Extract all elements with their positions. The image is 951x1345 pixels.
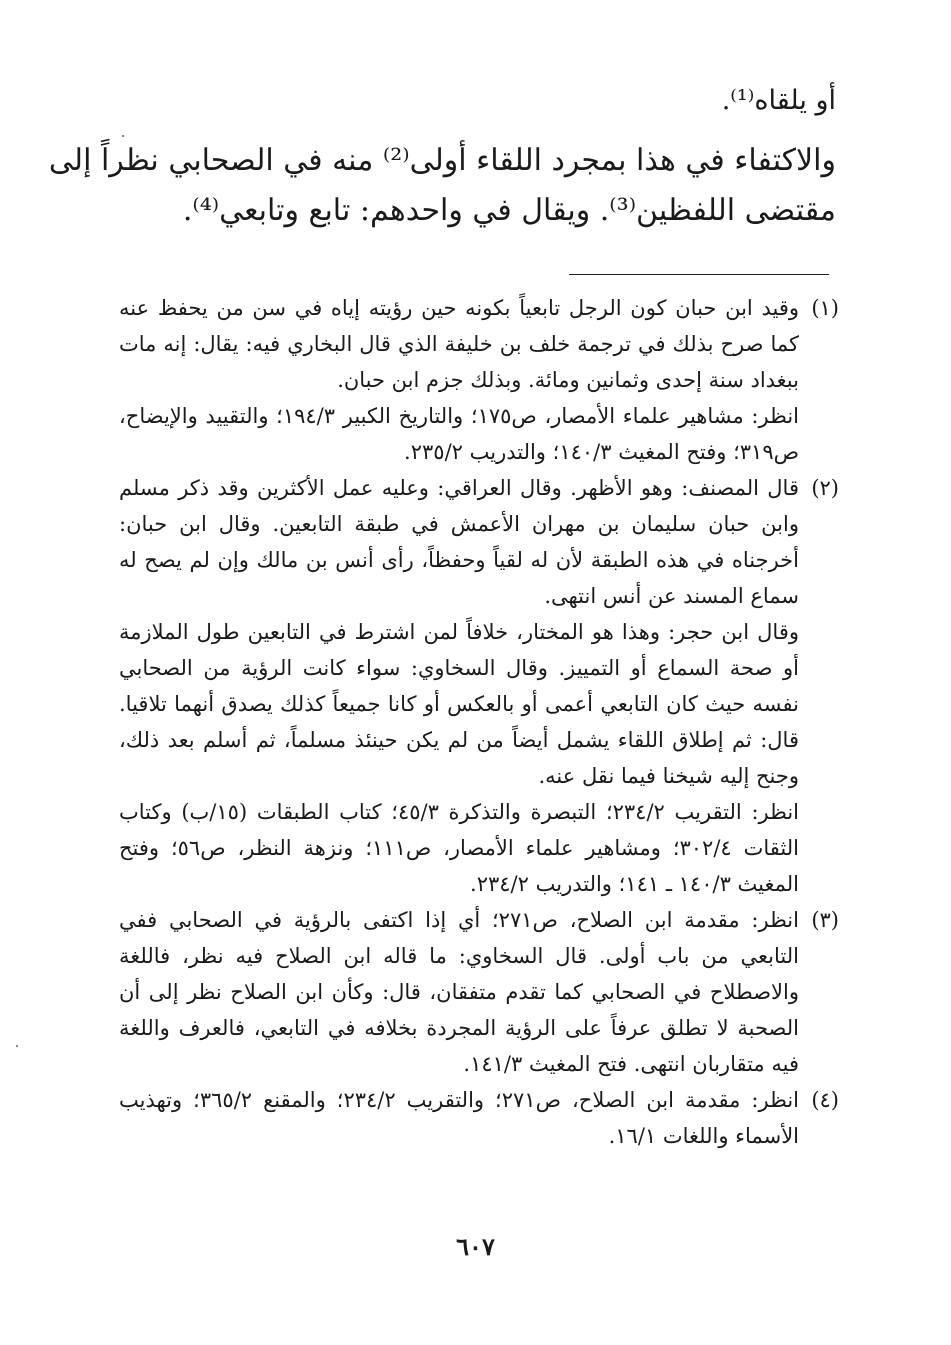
footnote-paragraph: وقال ابن حجر: وهذا هو المختار، خلافاً لمن اشترط في التابعين طول الملازمة أو صحة السماع أو التمييز. وقال السخاوي: سواء كانت الرؤية من الصحابي نفسه حيث كان التابعي أعمى أو بالعكس أو كانا جميعاً كذلك يصدق أنهما تلاقيا. قال: ثم إطلاق اللقاء يشمل أيضاً من لم يكن حينئذ مسلماً، ثم أسلم بعد ذلك، وجنح إليه شيخنا فيما نقل عنه. [119, 620, 799, 788]
footnote-4 [119, 1082, 839, 1154]
scan-speck [122, 135, 124, 137]
footnote-number: (١) [811, 296, 839, 320]
footnote-number: (٢) [811, 476, 839, 500]
footnote-2 [119, 470, 839, 902]
scan-speck [16, 1045, 18, 1047]
main-line-3: مقتضى اللفظين⁽³⁾. ويقال في واحدهم: تابع وتابعي⁽⁴⁾. [182, 193, 836, 228]
footnote-number: (٣) [811, 908, 839, 932]
footnotes [119, 290, 839, 1154]
page-number: ٦٠٧ [456, 1232, 495, 1261]
main-line-1: أو يلقاه⁽¹⁾. [721, 85, 836, 116]
main-line-2: والاكتفاء في هذا بمجرد اللقاء أولى⁽²⁾ منه في الصحابي نظراً إلى [48, 143, 836, 178]
footnote-paragraph: وقيد ابن حبان كون الرجل تابعياً بكونه حين رؤيته إياه في سن من يحفظ عنه كما صرح بذلك في ترجمة خلف بن خليفة الذي قال البخاري فيه: يقال: إنه مات ببغداد سنة إحدى وثمانين ومائة. وبذلك جزم ابن حبان. [119, 296, 799, 392]
footnote-divider [569, 274, 829, 275]
footnote-paragraph: انظر: مقدمة ابن الصلاح، ص٢٧١؛ أي إذا اكتفى بالرؤية في الصحابي ففي التابعي من باب أولى. قال السخاوي: ما قاله ابن الصلاح فيه نظر، فاللغة والاصطلاح في الصحابي كما تقدم متفقان، قال: وكأن ابن الصلاح نظر إلى أن الصحبة لا تطلق عرفاً على الرؤية المجردة بخلافه في التابعي، فالعرف واللغة فيه متقاربان انتهى. فتح المغيث ١٤١/٣. [119, 908, 799, 1076]
footnote-1 [119, 290, 839, 470]
footnote-3 [119, 902, 839, 1082]
footnote-paragraph: انظر: التقريب ٢٣٤/٢؛ التبصرة والتذكرة ٤٥/٣؛ كتاب الطبقات (١٥/ب) وكتاب الثقات ٣٠٢/٤؛ ومشاهير علماء الأمصار، ص١١١؛ ونزهة النظر، ص٥٦؛ وفتح المغيث ١٤٠/٣ ـ ١٤١؛ والتدريب ٢٣٤/٢. [119, 800, 800, 896]
footnote-paragraph: انظر: مقدمة ابن الصلاح، ص٢٧١؛ والتقريب ٢٣٤/٢؛ والمقنع ٣٦٥/٢؛ وتهذيب الأسماء واللغات ١٦/١. [119, 1088, 799, 1148]
footnote-number: (٤) [811, 1088, 839, 1112]
footnote-paragraph: قال المصنف: وهو الأظهر. وقال العراقي: وعليه عمل الأكثرين وقد ذكر مسلم وابن حبان سليمان بن مهران الأعمش في طبقة التابعين. وقال ابن حبان: أخرجناه في هذه الطبقة لأن له لقياً وحفظاً، رأى أنس بن مالك وإن لم يصح له سماع المسند عن أنس انتهى. [119, 476, 799, 608]
footnote-paragraph: انظر: مشاهير علماء الأمصار، ص١٧٥؛ والتاريخ الكبير ١٩٤/٣؛ والتقييد والإيضاح، ص٣١٩؛ وفتح المغيث ١٤٠/٣؛ والتدريب ٢٣٥/٢. [119, 404, 800, 464]
